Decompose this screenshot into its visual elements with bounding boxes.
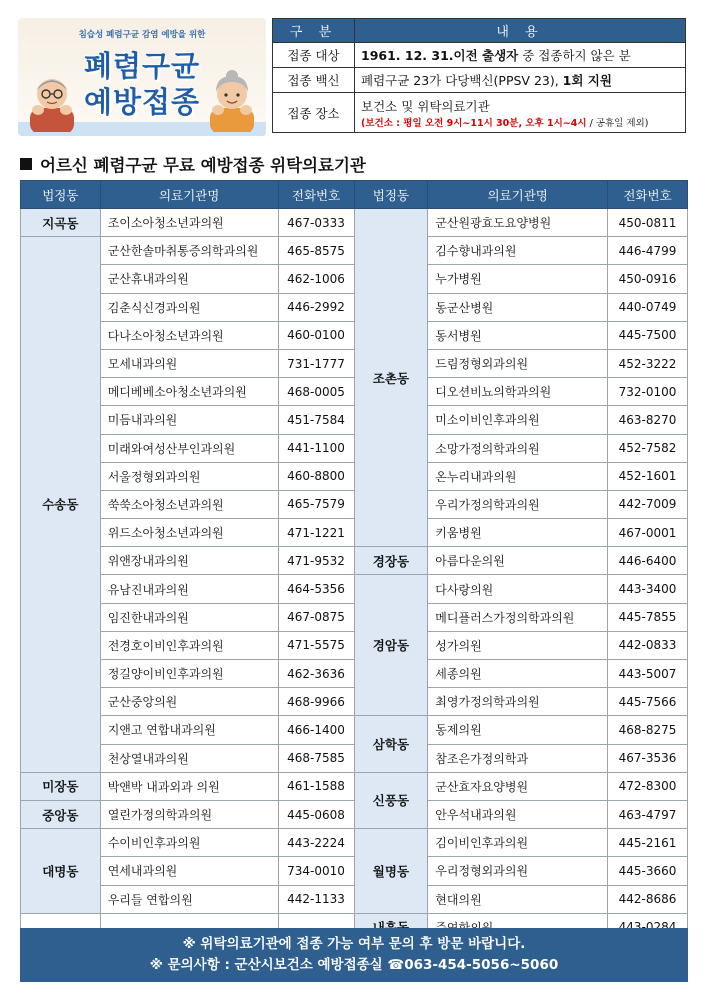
clinic-phone: 446-4799 bbox=[608, 237, 688, 265]
clinic-phone: 442-0833 bbox=[608, 631, 688, 659]
clinic-name: 누가병원 bbox=[428, 265, 608, 293]
clinic-phone: 471-5575 bbox=[278, 631, 354, 659]
info-label: 접종 장소 bbox=[273, 93, 355, 133]
table-row bbox=[21, 519, 688, 547]
clinic-phone: 467-0001 bbox=[608, 519, 688, 547]
clinic-phone: 445-0608 bbox=[278, 800, 354, 828]
clinic-name: 성가의원 bbox=[428, 631, 608, 659]
info-row-target bbox=[273, 43, 686, 68]
clinic-phone: 461-1588 bbox=[278, 772, 354, 800]
clinic-name: 미래와여성산부인과의원 bbox=[100, 434, 278, 462]
clinic-name: 키움병원 bbox=[428, 519, 608, 547]
table-row bbox=[21, 265, 688, 293]
clinic-phone: 452-3222 bbox=[608, 349, 688, 377]
clinic-name: 미듬내과의원 bbox=[100, 406, 278, 434]
table-row bbox=[21, 237, 688, 265]
dong-cell: 조촌동 bbox=[354, 209, 428, 547]
table-row bbox=[21, 462, 688, 490]
clinic-phone: 462-1006 bbox=[278, 265, 354, 293]
clinic-phone: 452-1601 bbox=[608, 462, 688, 490]
info-label: 접종 백신 bbox=[273, 68, 355, 93]
footer-line1: ※ 위탁의료기관에 접종 가능 여부 문의 후 방문 바랍니다. bbox=[182, 936, 526, 952]
clinic-phone: 467-0333 bbox=[278, 209, 354, 237]
clinic-phone: 465-8575 bbox=[278, 237, 354, 265]
table-row bbox=[21, 688, 688, 716]
clinic-phone: 464-5356 bbox=[278, 575, 354, 603]
dong-cell: 미장동 bbox=[21, 772, 101, 800]
table-row bbox=[21, 434, 688, 462]
clinic-phone: 441-1100 bbox=[278, 434, 354, 462]
table-row bbox=[21, 293, 688, 321]
clinic-phone: 466-1400 bbox=[278, 716, 354, 744]
clinic-name: 연세내과의원 bbox=[100, 857, 278, 885]
clinic-name: 우리들 연합의원 bbox=[100, 885, 278, 913]
clinic-phone: 467-0875 bbox=[278, 603, 354, 631]
info-label: 접종 대상 bbox=[273, 43, 355, 68]
vaccination-info-table bbox=[272, 18, 686, 133]
info-row-vaccine bbox=[273, 68, 686, 93]
clinic-phone: 460-0100 bbox=[278, 321, 354, 349]
clinic-phone: 445-7500 bbox=[608, 321, 688, 349]
clinic-name: 동제의원 bbox=[428, 716, 608, 744]
clinic-phone: 445-7566 bbox=[608, 688, 688, 716]
clinic-phone: 471-1221 bbox=[278, 519, 354, 547]
clinic-name: 다나소아청소년과의원 bbox=[100, 321, 278, 349]
clinic-name: 현대의원 bbox=[428, 885, 608, 913]
clinic-phone: 460-8800 bbox=[278, 462, 354, 490]
clinic-name: 다사랑의원 bbox=[428, 575, 608, 603]
clinic-name: 세종의원 bbox=[428, 660, 608, 688]
clinic-phone: 450-0811 bbox=[608, 209, 688, 237]
clinic-name: 지앤고 연합내과의원 bbox=[100, 716, 278, 744]
clinic-phone: 468-9966 bbox=[278, 688, 354, 716]
clinic-name: 아름다운의원 bbox=[428, 547, 608, 575]
clinic-name: 동군산병원 bbox=[428, 293, 608, 321]
clinic-name: 군산한솔마취통증의학과의원 bbox=[100, 237, 278, 265]
clinic-phone: 442-1133 bbox=[278, 885, 354, 913]
footer-notice bbox=[20, 928, 688, 982]
clinic-phone: 731-1777 bbox=[278, 349, 354, 377]
table-row bbox=[21, 631, 688, 659]
table-row bbox=[21, 547, 688, 575]
clinic-name: 쑥쑥소아청소년과의원 bbox=[100, 490, 278, 518]
clinic-name: 최영가정의학과의원 bbox=[428, 688, 608, 716]
clinic-name: 메디플러스가정의학과의원 bbox=[428, 603, 608, 631]
footer-line2: ※ 문의사항 : 군산시보건소 예방접종실 ☎063-454-5056~5060 bbox=[149, 957, 559, 973]
clinic-name: 드림정형외과의원 bbox=[428, 349, 608, 377]
clinic-table bbox=[20, 180, 688, 942]
banner-title-line2: 예방접종 bbox=[83, 85, 201, 119]
table-row bbox=[21, 406, 688, 434]
clinic-name: 군산휴내과의원 bbox=[100, 265, 278, 293]
clinic-name: 안우석내과의원 bbox=[428, 800, 608, 828]
clinic-phone: 451-7584 bbox=[278, 406, 354, 434]
dong-cell: 수송동 bbox=[21, 237, 101, 773]
info-value: 폐렴구균 23가 다당백신(PPSV 23), 1회 지원 bbox=[355, 68, 686, 93]
header-dong: 법정동 bbox=[21, 181, 101, 209]
info-value: 1961. 12. 31.이전 출생자 중 접종하지 않은 분 bbox=[355, 43, 686, 68]
table-row bbox=[21, 349, 688, 377]
clinic-phone: 462-3636 bbox=[278, 660, 354, 688]
clinic-phone: 734-0010 bbox=[278, 857, 354, 885]
dong-cell: 대명동 bbox=[21, 829, 101, 914]
clinic-phone: 468-7585 bbox=[278, 744, 354, 772]
banner-subtitle: 침습성 폐렴구균 감염 예방을 위한 bbox=[78, 30, 206, 40]
table-row bbox=[21, 857, 688, 885]
table-row bbox=[21, 829, 688, 857]
table-row bbox=[21, 772, 688, 800]
header-phone: 전화번호 bbox=[608, 181, 688, 209]
dong-cell: 경장동 bbox=[354, 547, 428, 575]
table-row bbox=[21, 378, 688, 406]
clinic-name: 참조은가정의학과 bbox=[428, 744, 608, 772]
clinic-name: 디오션비뇨의학과의원 bbox=[428, 378, 608, 406]
dong-cell: 경암동 bbox=[354, 575, 428, 716]
header-dong: 법정동 bbox=[354, 181, 428, 209]
clinic-name: 군산효자요양병원 bbox=[428, 772, 608, 800]
clinic-phone: 445-2161 bbox=[608, 829, 688, 857]
clinic-table-header bbox=[21, 181, 688, 209]
table-row bbox=[21, 716, 688, 744]
dong-cell: 중앙동 bbox=[21, 800, 101, 828]
clinic-name: 소망가정의학과의원 bbox=[428, 434, 608, 462]
square-bullet-icon bbox=[20, 158, 32, 170]
banner-title-line1: 폐렴구균 bbox=[83, 49, 201, 83]
clinic-phone: 468-8275 bbox=[608, 716, 688, 744]
clinic-name: 천상열내과의원 bbox=[100, 744, 278, 772]
header-clinic: 의료기관명 bbox=[428, 181, 608, 209]
dong-cell: 삼학동 bbox=[354, 716, 428, 772]
clinic-name: 우리정형외과의원 bbox=[428, 857, 608, 885]
table-row bbox=[21, 490, 688, 518]
clinic-name: 우리가정의학과의원 bbox=[428, 490, 608, 518]
clinic-phone: 732-0100 bbox=[608, 378, 688, 406]
grandpa-illustration-icon bbox=[24, 68, 80, 132]
clinic-name: 유남진내과의원 bbox=[100, 575, 278, 603]
campaign-banner bbox=[18, 18, 266, 136]
clinic-phone: 468-0005 bbox=[278, 378, 354, 406]
clinic-phone: 472-8300 bbox=[608, 772, 688, 800]
clinic-name: 메디베베소아청소년과의원 bbox=[100, 378, 278, 406]
clinic-phone: 445-7855 bbox=[608, 603, 688, 631]
clinic-phone: 465-7579 bbox=[278, 490, 354, 518]
dong-cell: 월명동 bbox=[354, 829, 428, 914]
clinic-phone: 443-2224 bbox=[278, 829, 354, 857]
clinic-name: 조이소아청소년과의원 bbox=[100, 209, 278, 237]
clinic-phone: 463-4797 bbox=[608, 800, 688, 828]
table-row bbox=[21, 800, 688, 828]
clinic-phone: 442-7009 bbox=[608, 490, 688, 518]
table-row bbox=[21, 603, 688, 631]
table-row bbox=[21, 660, 688, 688]
clinic-phone: 446-6400 bbox=[608, 547, 688, 575]
clinic-phone: 450-0916 bbox=[608, 265, 688, 293]
clinic-phone: 443-5007 bbox=[608, 660, 688, 688]
clinic-name: 전경호이비인후과의원 bbox=[100, 631, 278, 659]
clinic-name: 김춘식신경과의원 bbox=[100, 293, 278, 321]
clinic-name: 김이비인후과의원 bbox=[428, 829, 608, 857]
clinic-phone: 446-2992 bbox=[278, 293, 354, 321]
clinic-name: 서울정형외과의원 bbox=[100, 462, 278, 490]
dong-cell: 신풍동 bbox=[354, 772, 428, 828]
table-row bbox=[21, 575, 688, 603]
clinic-name: 정길양이비인후과의원 bbox=[100, 660, 278, 688]
clinic-phone: 467-3536 bbox=[608, 744, 688, 772]
info-value: 보건소 및 위탁의료기관 (보건소 : 평일 오전 9시~11시 30분, 오후 1시~4시 / 공휴일 제외) bbox=[355, 93, 686, 133]
table-row bbox=[21, 209, 688, 237]
clinic-name: 위앤장내과의원 bbox=[100, 547, 278, 575]
section-heading: 어르신 폐렴구균 무료 예방접종 위탁의료기관 bbox=[20, 152, 366, 176]
info-header-content: 내 용 bbox=[355, 19, 686, 43]
clinic-phone: 471-9532 bbox=[278, 547, 354, 575]
table-row bbox=[21, 744, 688, 772]
clinic-name: 임진한내과의원 bbox=[100, 603, 278, 631]
clinic-phone: 452-7582 bbox=[608, 434, 688, 462]
clinic-phone: 443-3400 bbox=[608, 575, 688, 603]
clinic-name: 미소이비인후과의원 bbox=[428, 406, 608, 434]
header-phone: 전화번호 bbox=[278, 181, 354, 209]
clinic-phone: 445-3660 bbox=[608, 857, 688, 885]
clinic-phone: 440-0749 bbox=[608, 293, 688, 321]
header-clinic: 의료기관명 bbox=[100, 181, 278, 209]
info-row-location bbox=[273, 93, 686, 133]
info-header-category: 구 분 bbox=[273, 19, 355, 43]
table-row bbox=[21, 885, 688, 913]
clinic-phone: 442-8686 bbox=[608, 885, 688, 913]
clinic-name: 열린가정의학과의원 bbox=[100, 800, 278, 828]
clinic-name: 김수향내과의원 bbox=[428, 237, 608, 265]
table-row bbox=[21, 321, 688, 349]
clinic-phone: 463-8270 bbox=[608, 406, 688, 434]
clinic-name: 군산원광효도요양병원 bbox=[428, 209, 608, 237]
clinic-name: 박앤박 내과외과 의원 bbox=[100, 772, 278, 800]
grandma-illustration-icon bbox=[204, 68, 260, 132]
dong-cell: 지곡동 bbox=[21, 209, 101, 237]
clinic-name: 온누리내과의원 bbox=[428, 462, 608, 490]
clinic-name: 군산중앙의원 bbox=[100, 688, 278, 716]
clinic-name: 수이비인후과의원 bbox=[100, 829, 278, 857]
clinic-name: 모세내과의원 bbox=[100, 349, 278, 377]
clinic-name: 동서병원 bbox=[428, 321, 608, 349]
clinic-name: 위드소아청소년과의원 bbox=[100, 519, 278, 547]
